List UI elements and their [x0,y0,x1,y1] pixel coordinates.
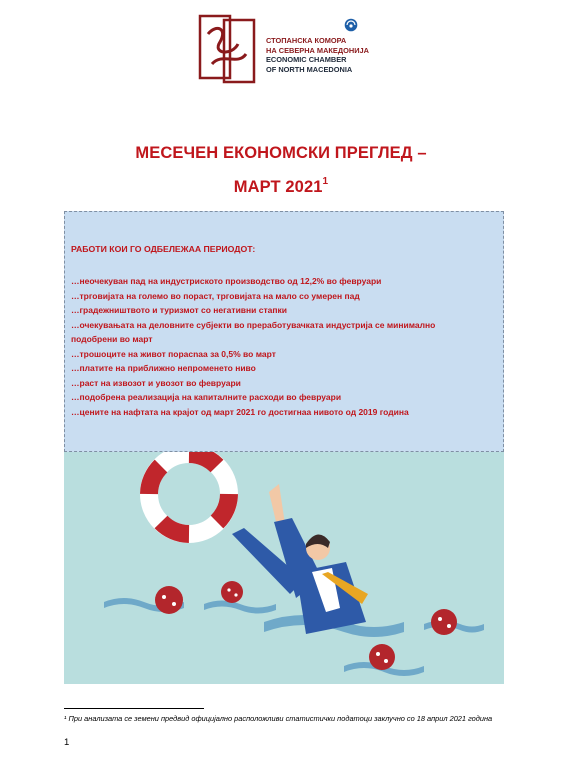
logo-mk-line1: СТОПАНСКА КОМОРА [266,36,347,45]
report-title-line2 [0,178,562,197]
list-item: …неочекуван пад на индустриското производство од 12,2% во февруари [71,276,382,286]
footnote-separator [64,708,204,709]
list-item: подобрени во март [71,334,153,344]
list-item: …очекувањата на деловните субјекти во преработувачката индустрија се минимално [71,319,436,330]
footnote-text: ¹ При анализата се земени предвид официјално расположливи статистички податоци заклучно со 18 април 2021 година [64,714,493,723]
globe-icon [344,18,358,32]
report-title-line1: МЕСЕЧЕН ЕКОНОМСКИ ПРЕГЛЕД – [135,144,427,162]
list-item: …раст на извозот и увозот во февруари [71,377,241,388]
logo-mk-line2: НА СЕВЕРНА МАКЕДОНИЈА [266,45,369,55]
list-item: …градежништвото и туризмот со негативни стапки [71,305,287,315]
highlights-heading: РАБОТИ КОИ ГО ОДБЕЛЕЖАА ПЕРИОДОТ: [71,244,256,254]
list-item: …трговијата на големо во пораст, трговијата на мало со умерен пад [71,290,360,301]
list-item: …платите на приближно непроменето ниво [71,363,256,373]
report-title-month: МАРТ 2021 [233,178,323,196]
logo-en-line2: OF NORTH MACEDONIA [266,64,353,74]
list-item: …подобрена реализација на капиталните расходи во февруари [71,392,342,402]
logo-en-line1: ECONOMIC CHAMBER [266,55,347,65]
chamber-logo [198,14,373,84]
chamber-emblem-icon [198,14,260,84]
highlights-box [64,211,504,452]
list-item: …трошоците на живот порасnaa за 0,5% во март [71,348,276,359]
page-number: 1 [64,737,70,748]
highlights-list [71,274,499,419]
footnote-reference[interactable]: 1 [322,176,329,187]
list-item: …цените на нафтата на крајот од март 2021 го достигнаа нивото од 2019 година [71,406,409,417]
logo-text [266,36,369,74]
drowning-businessman-illustration [64,452,504,684]
